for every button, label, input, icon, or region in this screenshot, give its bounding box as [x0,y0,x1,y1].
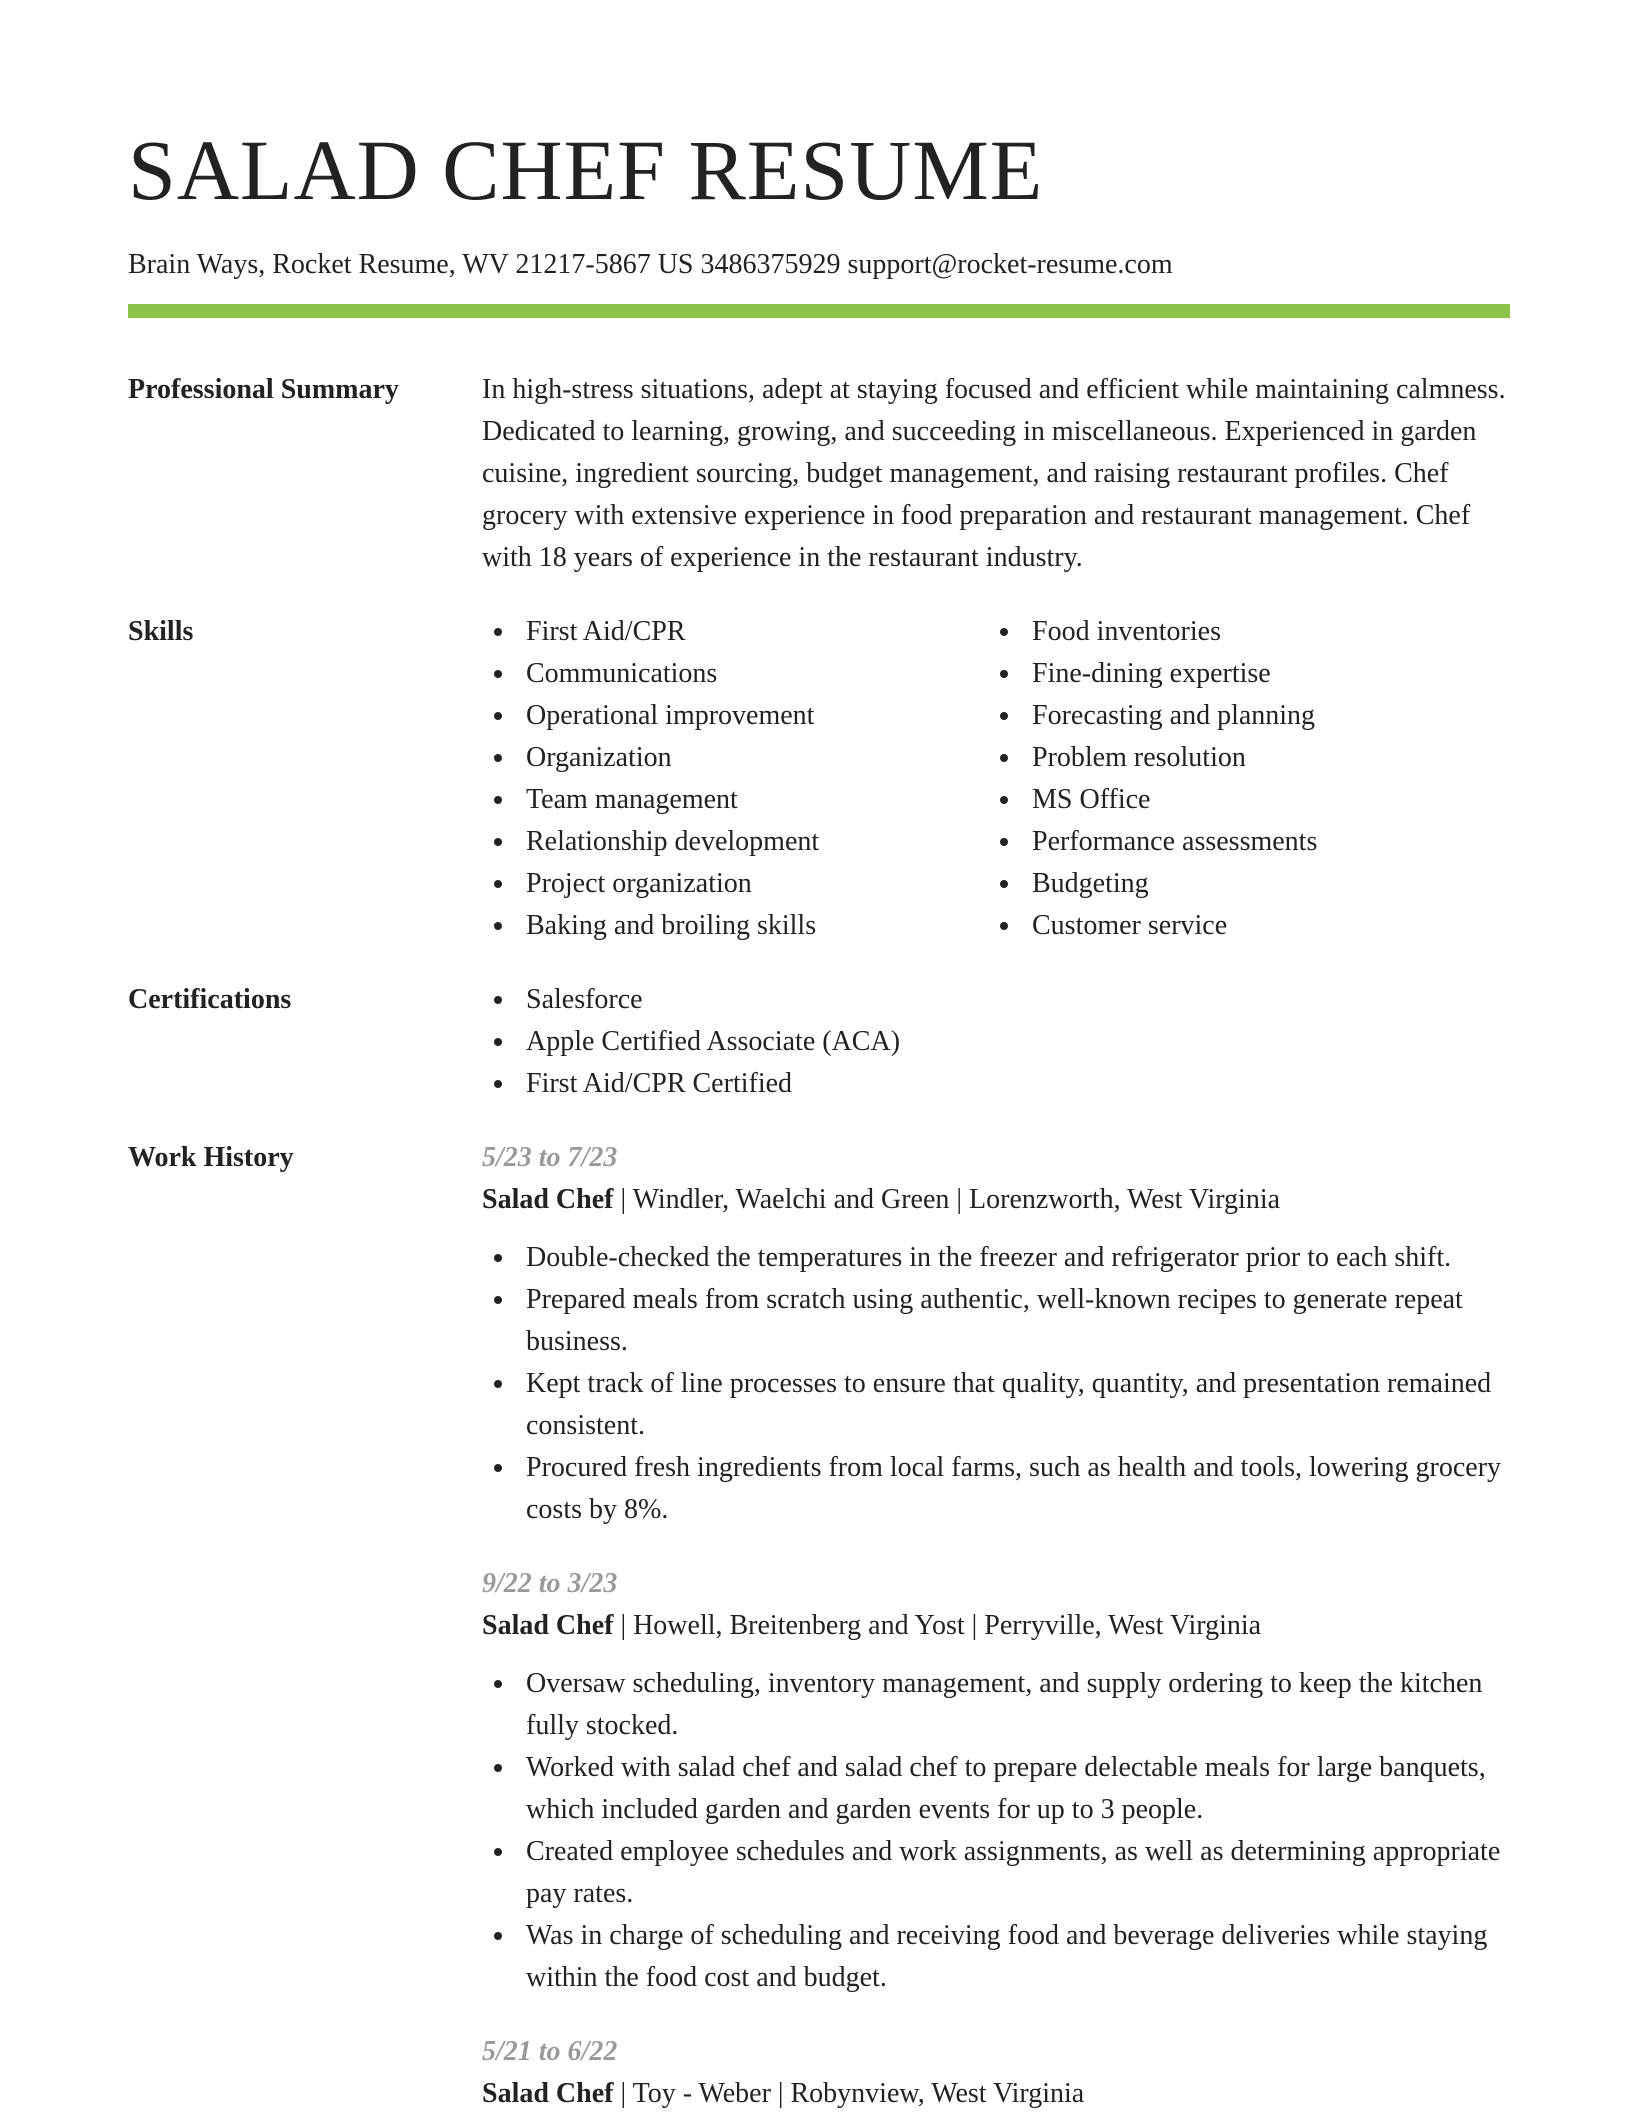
job-duties-list [482,1663,1510,1999]
certification-item: Apple Certified Associate (ACA) [482,1021,1510,1063]
certification-item: Salesforce [482,979,1510,1021]
skill-item: Performance assessments [988,821,1494,863]
summary-section [128,369,1510,579]
job-dates: 5/23 to 7/23 [482,1142,618,1173]
skill-item: Customer service [988,905,1494,947]
summary-label: Professional Summary [128,374,399,405]
skill-item: First Aid/CPR [482,611,988,653]
job-title: Salad Chef [482,2078,614,2109]
certifications-body [482,979,1510,1105]
contact-line: Brain Ways, Rocket Resume, WV 21217-5867 US 3486375929 support@rocket-resume.com [128,249,1173,280]
skill-item: Communications [482,653,988,695]
resume-title: SALAD CHEF RESUME [128,122,1044,218]
skill-item: Forecasting and planning [988,695,1494,737]
certifications-list [482,979,1510,1105]
skills-section [128,611,1510,947]
job-heading [482,2073,1510,2115]
skill-item: Relationship development [482,821,988,863]
job-title: Salad Chef [482,1184,614,1215]
accent-divider [128,304,1510,318]
skill-item: Team management [482,779,988,821]
job-duty-item: Kept track of line processes to ensure that quality, quantity, and presentation remained consistent. [482,1363,1510,1447]
certifications-label: Certifications [128,984,292,1015]
skill-item: Project organization [482,863,988,905]
job-duty-item: Prepared meals from scratch using authentic, well-known recipes to generate repeat business. [482,1279,1510,1363]
skill-item: Operational improvement [482,695,988,737]
skill-item: Budgeting [988,863,1494,905]
skills-list-right [988,611,1494,947]
work-history-section [128,1137,1510,2115]
job-duty-item: Was in charge of scheduling and receiving food and beverage deliveries while staying within the food cost and budget. [482,1915,1510,1999]
skill-item: Organization [482,737,988,779]
job-duty-item: Worked with salad chef and salad chef to prepare delectable meals for large banquets, which included garden and garden events for up to 3 people. [482,1747,1510,1831]
job-duty-item: Procured fresh ingredients from local farms, such as health and tools, lowering grocery costs by 8%. [482,1447,1510,1531]
job-duty-item: Double-checked the temperatures in the freezer and refrigerator prior to each shift. [482,1237,1510,1279]
job-entry [482,1137,1510,1531]
job-employer-location: | Howell, Breitenberg and Yost | Perryville, West Virginia [613,1610,1262,1641]
job-employer-location: | Toy - Weber | Robynview, West Virginia [613,2078,1085,2109]
job-duty-item: Created employee schedules and work assignments, as well as determining appropriate pay rates. [482,1831,1510,1915]
certification-item: First Aid/CPR Certified [482,1063,1510,1105]
job-title: Salad Chef [482,1610,614,1641]
job-dates: 5/21 to 6/22 [482,2036,618,2067]
summary-text: In high-stress situations, adept at staying focused and efficient while maintaining calmness. Dedicated to learning, growing, and succeeding in miscellaneous. Experienced in garden cuisine, ingredient sourcing, budget management, and raising restaurant profiles. Chef grocery with extensive experience in food preparation and restaurant management. Chef with 18 years of experience in the restaurant industry. [482,374,1506,573]
job-entry [482,2031,1510,2115]
skill-item: Baking and broiling skills [482,905,988,947]
skill-item: MS Office [988,779,1494,821]
work-history-body [482,1137,1510,2115]
skills-grid [482,611,1510,947]
job-duties-list [482,1237,1510,1531]
skills-list-left [482,611,988,947]
skill-item: Food inventories [988,611,1494,653]
resume-page [128,120,1510,2115]
skills-label: Skills [128,616,194,647]
job-duty-item: Oversaw scheduling, inventory management, and supply ordering to keep the kitchen fully stocked. [482,1663,1510,1747]
certifications-section [128,979,1510,1105]
skill-item: Fine-dining expertise [988,653,1494,695]
work-history-label: Work History [128,1142,294,1173]
job-employer-location: | Windler, Waelchi and Green | Lorenzworth, West Virginia [613,1184,1281,1215]
job-dates: 9/22 to 3/23 [482,1568,618,1599]
job-entry [482,1563,1510,1999]
skills-column-left [482,611,988,947]
job-heading [482,1605,1510,1647]
skill-item: Problem resolution [988,737,1494,779]
job-heading [482,1179,1510,1221]
skills-column-right [988,611,1494,947]
